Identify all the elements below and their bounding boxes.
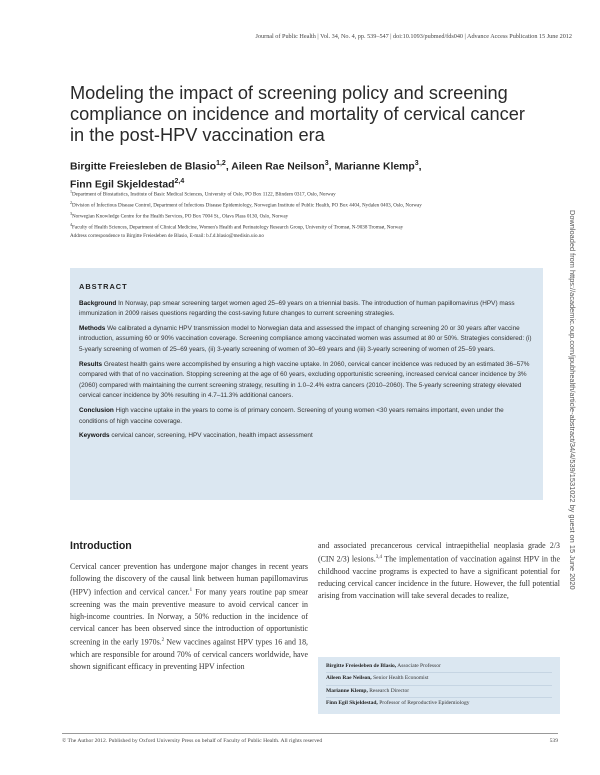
abstract-label: Methods	[79, 324, 106, 332]
abstract-text: High vaccine uptake in the years to come is of primary concern. Screening of young women <30 years remains important, even under the conditions of high vaccine coverage.	[79, 406, 504, 425]
affiliation-item	[70, 210, 560, 221]
author-affil-mark: 2,4	[174, 177, 185, 185]
author-role-name: Marianne Klemp,	[326, 687, 368, 694]
author-role-name: Finn Egil Skjeldestad,	[326, 700, 378, 707]
affiliation-item	[70, 188, 560, 199]
abstract-conclusion	[79, 406, 534, 427]
author-role-row	[326, 686, 552, 698]
body-text-run: The implementation of vaccination against HPV in the childhood vaccine programs is expected to have a significant potential for reducing cervical cancer incidence in the future. However, the full potential arising from vaccination will take several decades to realize,	[318, 554, 560, 600]
abstract-label: Background	[79, 299, 117, 307]
author-roles-box	[318, 657, 560, 714]
author-role-row	[326, 698, 552, 709]
author-affil-mark: 3	[324, 160, 329, 167]
author-role-title: Professor of Reproductive Epidemiology	[379, 700, 470, 707]
affiliation-item	[70, 221, 560, 232]
abstract-text: cervical cancer, screening, HPV vaccination, health impact assessment	[111, 432, 313, 440]
abstract-label: Results	[79, 360, 103, 368]
section-heading: Introduction	[70, 540, 132, 552]
body-text-run: New vaccines against HPV types 16 and 18, which are responsible for around 70% of cervical cancers worldwide, have shown significant efficacy in preventing HPV infection	[70, 637, 309, 671]
affiliation-item	[70, 199, 560, 210]
affiliation-mark: 2	[70, 199, 72, 205]
affiliation-text: Division of Infectious Disease Control, Department of Infectious Disease Epidemiology, Norwegian Institute of Public Health, PO Box 4404, Nydalen 0403, Oslo, Norway	[72, 202, 422, 209]
author-separator: ,	[328, 161, 335, 173]
affiliations	[70, 188, 560, 240]
body-text-run: For many years routine pap smear screening was the main preventive measure to avoid cervical cancer in high-income countries. In Norway, a 50% reduction in the incidence of cervical cancer has been observed since the introduction of opportunistic screening in the early 1970s.	[70, 587, 308, 647]
abstract-heading: ABSTRACT	[79, 282, 128, 291]
abstract-text: Greatest health gains were accomplished by ensuring a high vaccine uptake. In 2060, cervical cancer incidence was reduced by an estimated 36–57% compared with that of no vaccination. Stopping screening at the age of 60 years, excluding opportunistic screening, increased cervical cancer incidence by 3% (2060) compared with maintaining the current screening strategy, resulting in 1.0–2.4% extra cancers (2010–2060). The 5-yearly screening strategy elevated cervical cancer incidence by 30% resulting in 4.7–11.3% additional cancers.	[79, 360, 530, 400]
abstract-results	[79, 360, 534, 402]
abstract-text: We calibrated a dynamic HPV transmission model to Norwegian data and assessed the impact of changing screening 20 or 30 years after vaccine introduction, assuming 60 or 90% vaccination coverage. Screening compliance among vaccinated women was assumed at 80 or 50%. Strategies considered: (i) 5-yearly screening of women of 25–69 years, (ii) 3-yearly screening of women of 30–69 years and (iii) 3-yearly screening of women of 25–59 years.	[79, 324, 532, 353]
correspondence-address: Address correspondence to Birgitte Freiesleben de Blasio, E-mail: b.f.d.blasio@medisin.uio.no	[70, 232, 264, 239]
affiliation-mark: 4	[70, 221, 72, 227]
page-footer	[62, 733, 558, 744]
body-column-left	[70, 540, 308, 673]
abstract-box	[70, 268, 543, 500]
author-role-row	[326, 661, 552, 673]
affiliation-text: Norwegian Knowledge Centre for the Health Services, PO Box 7004 St., Olavs Plass 0130, Oslo, Norway	[72, 213, 289, 220]
copyright-notice: © The Author 2012. Published by Oxford University Press on behalf of Faculty of Public Health. All rights reserved	[62, 738, 323, 744]
body-column-right	[318, 540, 560, 602]
citation-mark: 3,4	[375, 555, 382, 561]
citation-mark: 2	[161, 638, 165, 644]
citation-mark: 1	[189, 588, 193, 594]
author-role-title: Research Director	[369, 687, 410, 694]
author-affil-mark: 1,2	[216, 160, 226, 167]
abstract-text: In Norway, pap smear screening target women aged 25–69 years on a triennial basis. The introduction of human papillomavirus (HPV) mass immunization in 2009 raises questions regarding the cost-saving future changes to current screening strategies.	[79, 299, 515, 318]
journal-header: Journal of Public Health | Vol. 34, No. 4, pp. 539–547 | doi:10.1093/pubmed/fds040 | Advance Access Publication 15 June 2012	[255, 33, 572, 40]
author-role-name: Birgitte Freiesleben de Blasio,	[326, 663, 397, 669]
author-separator: ,	[418, 161, 422, 173]
author-role-name: Aileen Rae Neilson,	[326, 675, 372, 682]
author-affil-mark: 3	[414, 160, 419, 167]
author-role-title: Associate Professor	[397, 663, 441, 669]
article-title: Modeling the impact of screening policy and screening compliance on incidence and mortality of cervical cancer in the post-HPV vaccination era	[70, 83, 525, 145]
abstract-keywords	[79, 431, 534, 442]
abstract-label: Conclusion	[79, 406, 114, 414]
affiliation-text: Faculty of Health Sciences, Department of Clinical Medicine, Women's Health and Perinatology Research Group, University of Tromsø, N-9038 Tromsø, Norway	[72, 224, 404, 231]
author-role-row	[326, 673, 552, 685]
author-role-title: Senior Health Economist	[373, 675, 429, 682]
download-watermark: Downloaded from https://academic.oup.com/jpubhealth/article-abstract/34/4/539/1531022 by guest on 15 June 2020	[568, 210, 577, 590]
body-text-run: Cervical cancer prevention has undergone major changes in recent years following the discovery of the causal link between human papillomavirus (HPV) infection and cervical cancer.	[70, 562, 308, 597]
affiliation-mark: 1	[70, 189, 72, 194]
page-number: 539	[549, 738, 558, 744]
affiliation-text: Department of Biostatistics, Institute of Basic Medical Sciences, University of Oslo, PO Box 1122, Blindern 0317, Oslo, Norway	[72, 191, 336, 198]
author-name: Finn Egil Skjeldestad	[70, 179, 175, 191]
abstract-methods	[79, 324, 534, 356]
abstract-background	[79, 299, 534, 320]
body-paragraph	[70, 561, 308, 673]
author-separator: ,	[225, 161, 232, 173]
body-paragraph	[318, 540, 560, 602]
abstract-label: Keywords	[79, 432, 110, 440]
author-name: Birgitte Freiesleben de Blasio	[70, 161, 217, 173]
author-name: Aileen Rae Neilson	[231, 161, 325, 173]
body-text-run: and associated precancerous cervical intraepithelial neoplasia grade 2/3 (CIN 2/3) lesions.	[318, 541, 560, 564]
author-name: Marianne Klemp	[334, 161, 415, 173]
affiliation-mark: 3	[70, 210, 72, 216]
